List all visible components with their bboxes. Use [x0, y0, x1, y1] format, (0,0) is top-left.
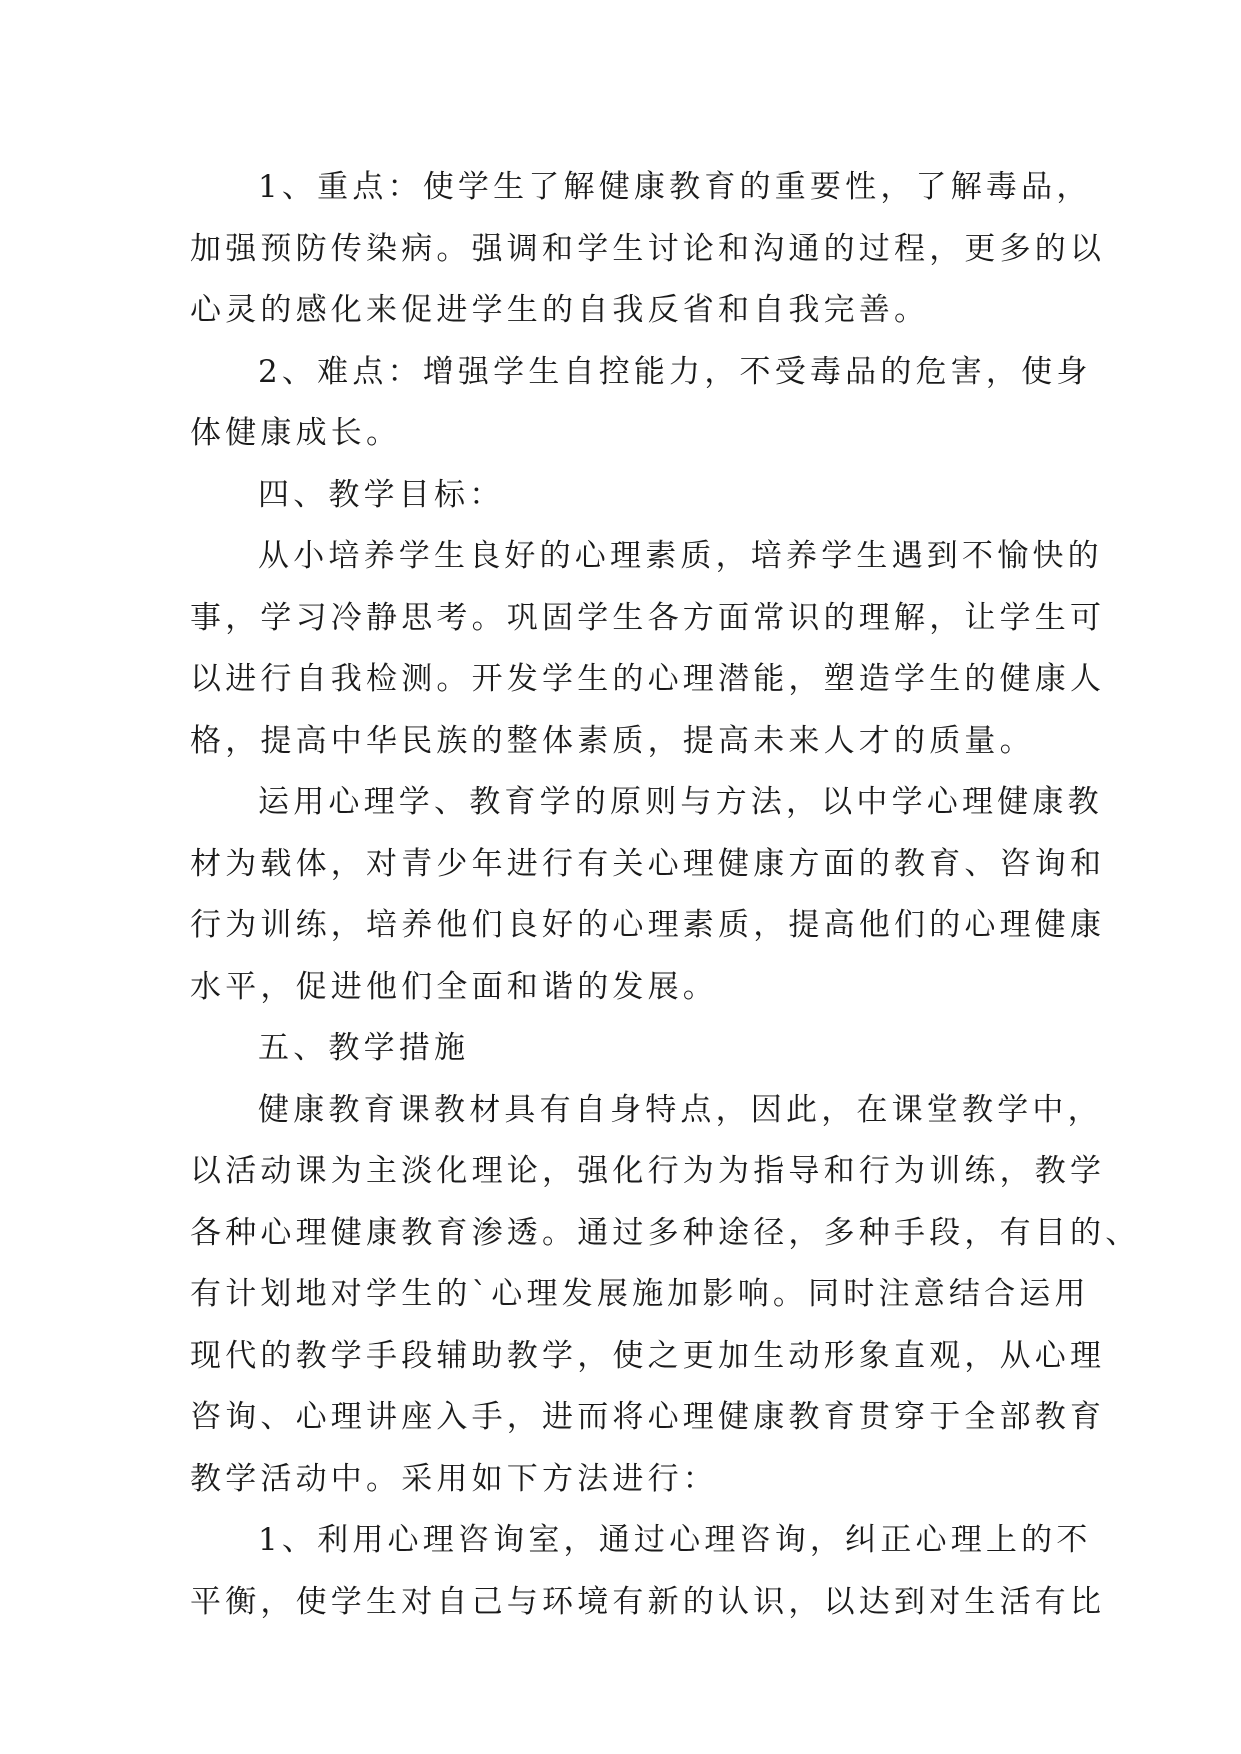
text-line: 有计划地对学生的`心理发展施加影响。同时注意结合运用: [190, 1276, 1090, 1312]
document-body: [190, 157, 1141, 1633]
text-line: 教学活动中。采用如下方法进行：: [190, 1460, 718, 1497]
text-line: 事，学习冷静思考。巩固学生各方面常识的理解，让学生可: [190, 599, 1106, 636]
text-line: 以进行自我检测。开发学生的心理潜能，塑造学生的健康人: [190, 661, 1106, 697]
text-line: 五、教学措施: [258, 1030, 470, 1066]
text-line: 行为训练，培养他们良好的心理素质，提高他们的心理健康: [190, 907, 1106, 943]
text-line: 现代的教学手段辅助教学，使之更加生动形象直观，从心理: [190, 1337, 1106, 1374]
text-line: 四、教学目标：: [258, 476, 505, 513]
text-line: 心灵的感化来促进学生的自我反省和自我完善。: [190, 292, 930, 328]
text-line: 运用心理学、教育学的原则与方法，以中学心理健康教: [258, 784, 1103, 820]
text-line: 1、重点：使学生了解健康教育的重要性，了解毒品，: [258, 169, 1092, 205]
text-line: 1、利用心理咨询室，通过心理咨询，纠正心理上的不: [258, 1522, 1092, 1558]
text-line: 2、难点：增强学生自控能力，不受毒品的危害，使身: [258, 353, 1092, 390]
text-line: 水平，促进他们全面和谐的发展。: [190, 968, 718, 1005]
text-line: 健康教育课教材具有自身特点，因此，在课堂教学中，: [258, 1091, 1103, 1128]
text-line: 格，提高中华民族的整体素质，提高未来人才的质量。: [190, 722, 1035, 759]
text-line: 材为载体，对青少年进行有关心理健康方面的教育、咨询和: [190, 845, 1106, 882]
text-line: 各种心理健康教育渗透。通过多种途径，多种手段，有目的、: [190, 1214, 1141, 1251]
text-line: 体健康成长。: [190, 415, 402, 451]
text-line: 咨询、心理讲座入手，进而将心理健康教育贯穿于全部教育: [190, 1399, 1106, 1435]
text-line: 以活动课为主淡化理论，强化行为为指导和行为训练，教学: [190, 1153, 1106, 1189]
text-line: 平衡，使学生对自己与环境有新的认识，以达到对生活有比: [190, 1583, 1106, 1620]
text-line: 加强预防传染病。强调和学生讨论和沟通的过程，更多的以: [190, 230, 1106, 267]
text-line: 从小培养学生良好的心理素质，培养学生遇到不愉快的: [258, 538, 1103, 574]
